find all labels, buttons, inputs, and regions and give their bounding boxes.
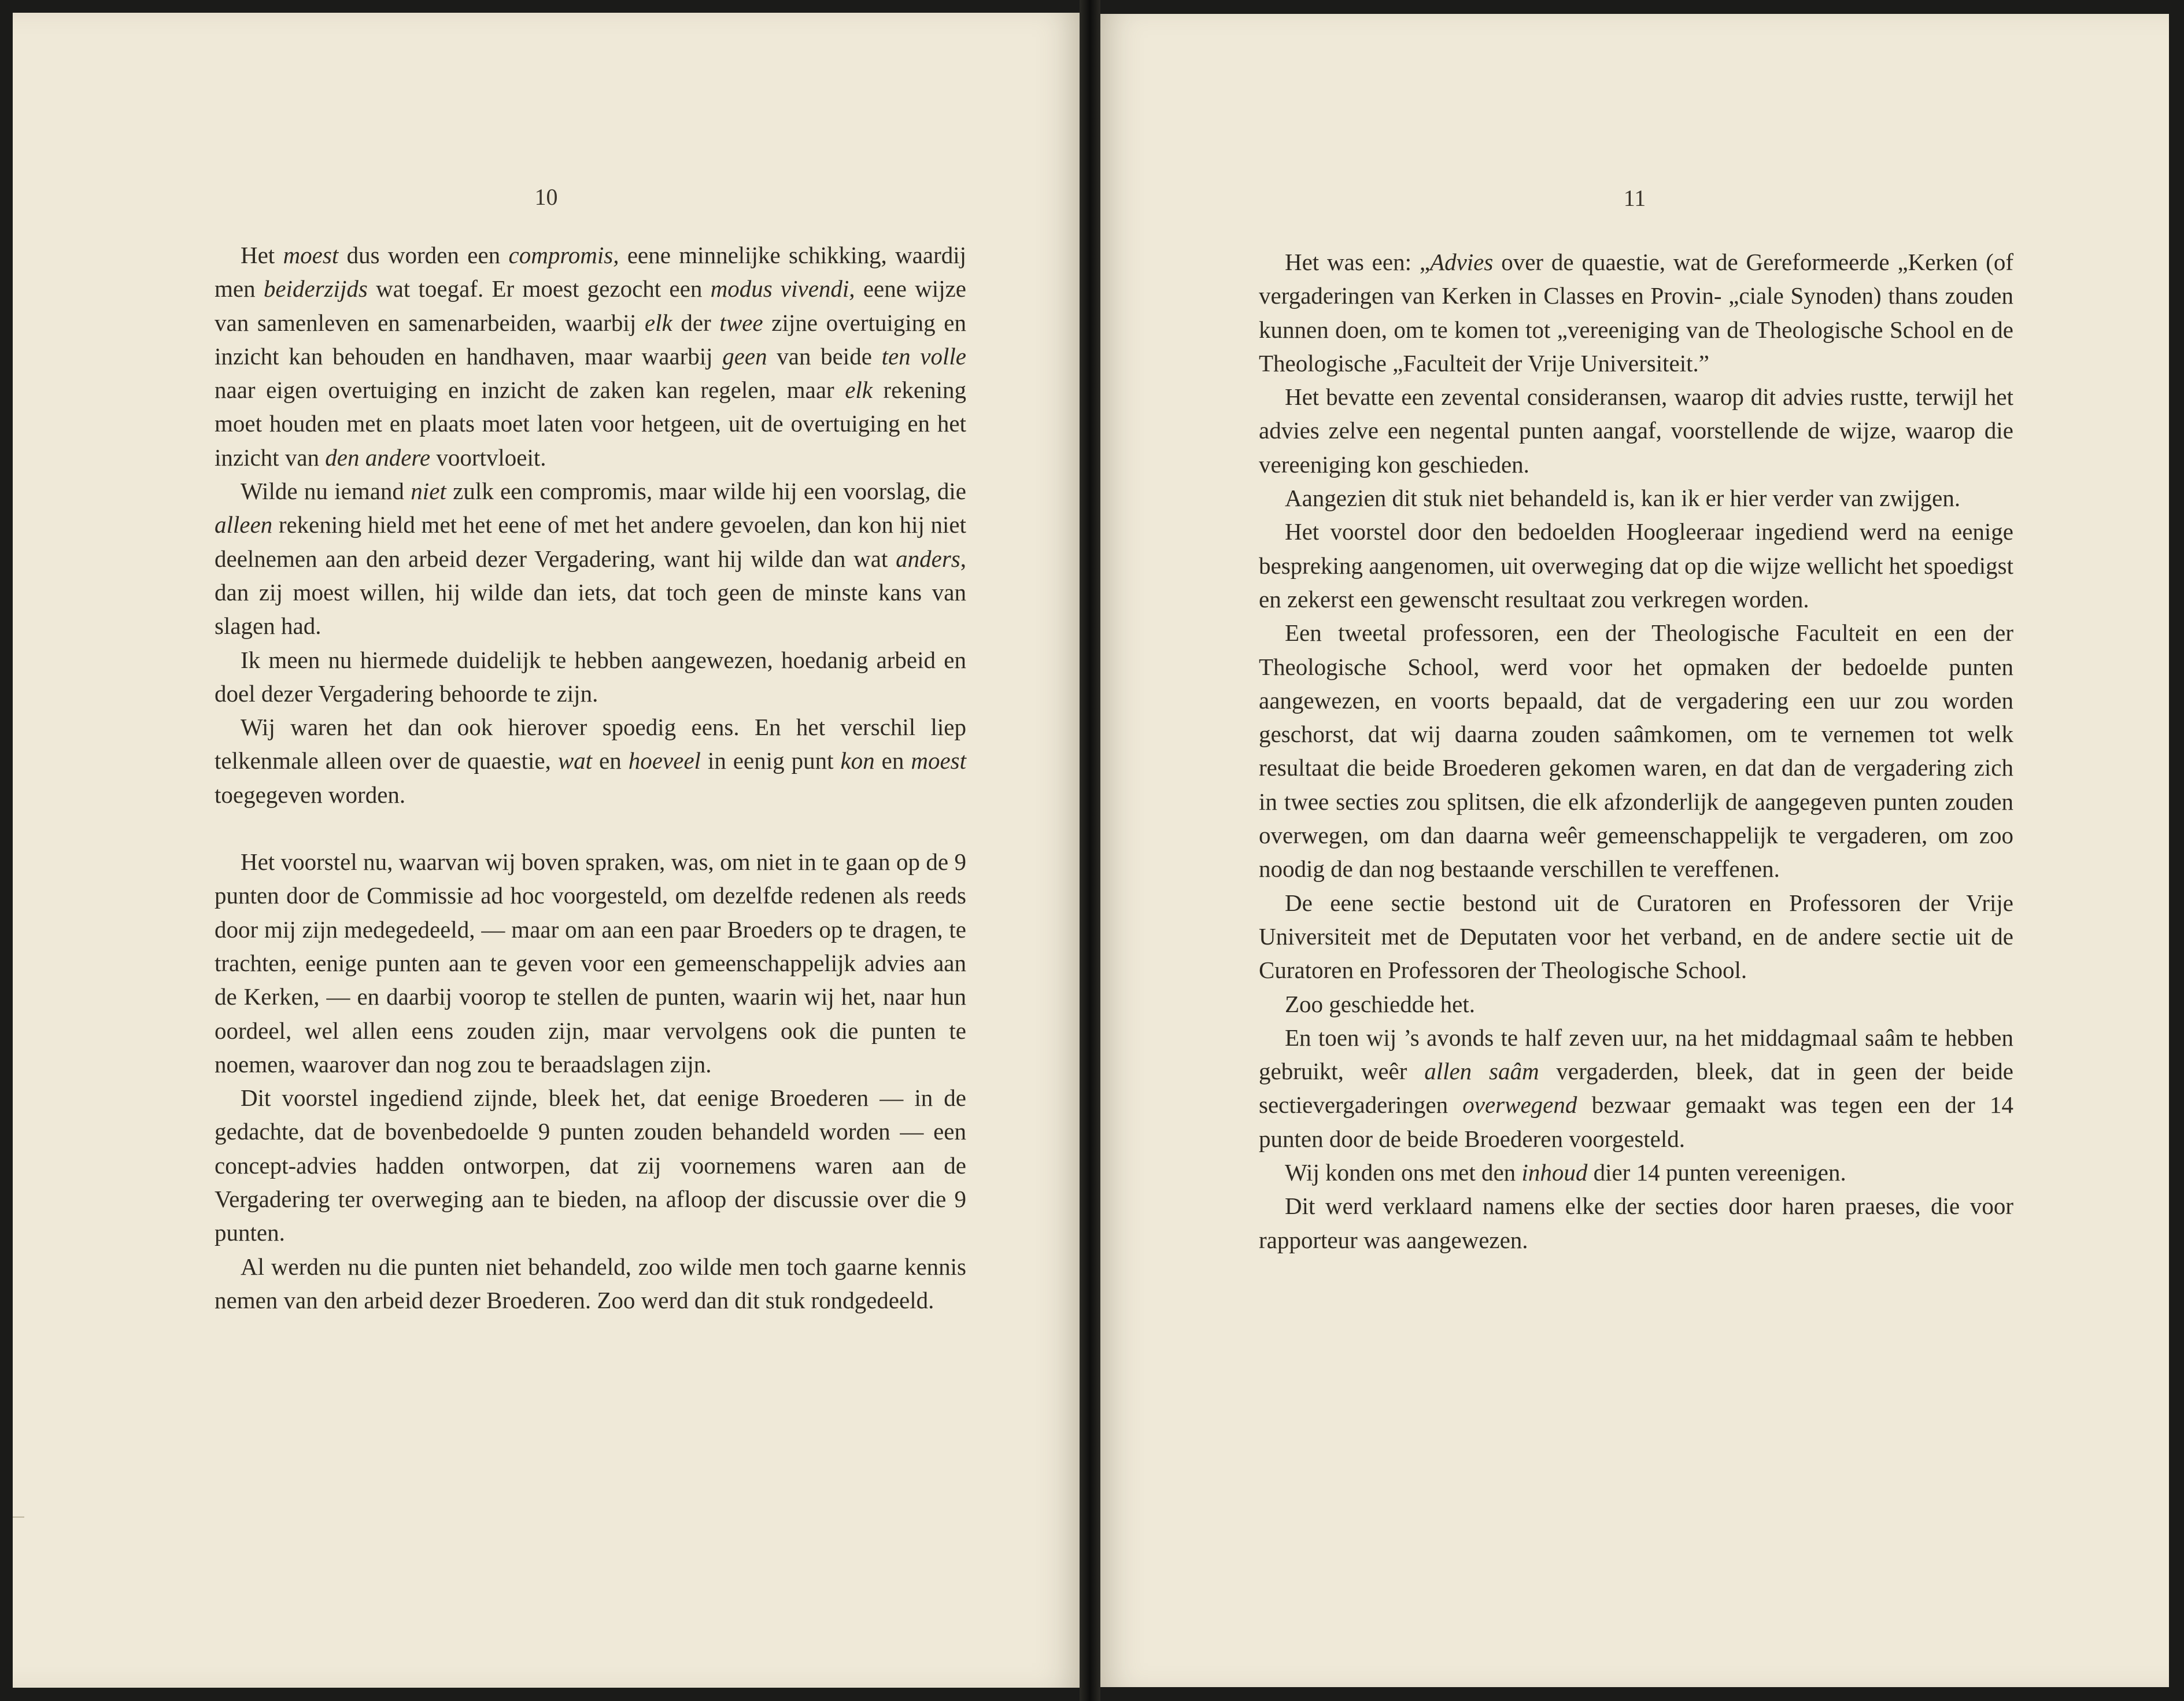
text-run: Het [241,242,283,268]
paragraph [215,845,966,1081]
book-gutter [1080,0,1100,1701]
text-run: Ik meen nu hiermede duidelijk te hebben aangewezen, hoedanig arbeid en doel dezer Vergadering behoorde te zijn. [215,646,966,707]
paragraph [1259,1189,2013,1257]
paragraph [1259,886,2013,987]
text-run: Wij waren het dan ook hierover spoedig eens. En het verschil liep telkenmale alleen over de quaestie, [215,714,966,774]
text-run: Wij konden ons met den [1285,1159,1522,1186]
paragraph [215,238,966,474]
text-run: Het voorstel nu, waarvan wij boven spraken, was, om niet in te gaan op de 9 punten door de Commissie ad hoc voorgesteld, om dezelfde redenen als reeds door mij zijn medegedeeld, — maar om aan een paar Broeders op te dragen, te trachten, eenige punten aan te geven voor een gemeenschappelijk advies aan de Kerken, — en daarbij voorop te stellen de punten, waarin wij het, naar hun oordeel, wel allen eens zouden zijn, maar vervolgens ook die punten te noemen, waarover dan nog zou te beraadslagen zijn. [215,848,966,1078]
text-run: Het voorstel door den bedoelden Hoogleeraar ingediend werd na eenige bespreking aangenomen, uit overweging dat op die wijze wellicht het spoedigst en zekerst een gewenscht resultaat zou verkregen worden. [1259,518,2013,612]
emphasis-text: allen saâm [1424,1058,1539,1085]
text-run: Zoo geschiedde het. [1285,990,1476,1017]
emphasis-text: niet [411,478,446,505]
text-run: Dit werd verklaard namens elke der secties door haren praeses, die voor rapporteur was aangewezen. [1259,1193,2013,1253]
page-text [1259,245,2013,1257]
text-run: toegegeven worden. [215,781,406,808]
emphasis-text: overwegend [1462,1091,1577,1119]
text-run: der [672,309,720,336]
paragraph [1259,1021,2013,1156]
text-run: rekening moet houden met en plaats moet laten voor hetgeen, uit de overtuiging en het inzicht van [215,377,966,471]
page-number: 11 [1623,185,1646,211]
text-run: bezwaar gemaakt was tegen een der 14 punten door de beide Broederen voorgesteld. [1259,1091,2013,1152]
text-run: voortvloeit. [430,444,546,471]
paragraph [1259,515,2013,616]
right-page [1100,14,2169,1687]
emphasis-text: beiderzijds [263,275,368,302]
paragraph [215,1081,966,1249]
emphasis-text: inhoud [1521,1159,1588,1186]
text-run: over de quaestie, wat de Gereformeerde „Kerken (of vergaderingen van Kerken in Classes en Provin- „ciale Synoden) thans zouden kunnen doen, om te komen tot „vereeniging van de Theologische School en de Theologische „Faculteit der Vrije Universiteit.” [1259,249,2013,377]
text-run: Het was een: „ [1285,249,1431,275]
left-page [13,13,1080,1688]
paragraph [215,1250,966,1318]
text-run: vergaderden, bleek, dat in geen der beide sectievergaderingen [1259,1058,2013,1119]
page-number: 10 [534,184,558,210]
fold-mark [13,1516,24,1518]
text-run: zijne overtuiging en inzicht kan behouden en handhaven, maar waarbij [215,309,967,370]
emphasis-text: anders [896,545,960,572]
text-run: Al werden nu die punten niet behandeld, zoo wilde men toch gaarne kennis nemen van den arbeid dezer Broederen. Zoo werd dan dit stuk rondgedeeld. [215,1253,966,1313]
emphasis-text: ten volle [881,342,966,370]
paragraph [1259,1156,2013,1189]
text-run: dus worden een [338,242,509,268]
text-run: Wilde nu iemand [241,478,411,505]
emphasis-text: Advies [1430,249,1494,275]
text-run: Dit voorstel ingediend zijnde, bleek het, dat eenige Broederen — in de gedachte, dat de bovenbedoelde 9 punten zouden behandeld worden — een concept-advies hadden ontworpen, dat zij voornemens waren aan de Vergadering ter overweging aan te bieden, na afloop der discussie over die 9 punten. [215,1084,966,1246]
emphasis-text: modus vivendi, [710,275,855,302]
page-text [215,238,966,1317]
paragraph [1259,380,2013,481]
paragraph [1259,245,2013,380]
emphasis-text: moest [283,242,339,268]
text-run: rekening hield met het eene of met het andere gevoelen, dan kon hij niet deelnemen aan den arbeid dezer Vergadering, want hij wilde dan wat [215,511,966,572]
emphasis-text: kon [840,747,875,774]
text-run: in eenig punt [700,747,841,774]
text-run: en [874,747,911,774]
paragraph [215,643,966,711]
text-run: , dan zij moest willen, hij wilde dan iets, dat toch geen de minste kans van slagen had. [215,545,966,640]
text-run: eene minnelijke schikking, waardij men [215,242,967,302]
emphasis-text: wat [557,747,593,774]
section-break [215,811,966,845]
paragraph [1259,616,2013,885]
text-run: naar eigen overtuiging en inzicht de zaken kan regelen, maar [215,377,845,404]
emphasis-text: compromis, [508,242,619,268]
emphasis-text: moest [911,747,967,774]
text-run: De eene sectie bestond uit de Curatoren en Professoren der Vrije Universiteit met de Deputaten voor het verband, en de andere sectie uit de Curatoren en Professoren der Theologische School. [1259,889,2013,984]
text-run: Een tweetal professoren, een der Theologische Faculteit en een der Theologische School, werd voor het opmaken der bedoelde punten aangewezen, en voorts bepaald, dat de vergadering een uur zou worden geschorst, dat wij daarna zouden saâmkomen, om te vernemen tot welk resultaat die beide Broederen gekomen waren, en dat dan de vergadering zich in twee secties zou splitsen, die elk afzonderlijk de aangegeven punten zouden overwegen, om dan daarna weêr gemeenschappelijk te vergaderen, om zoo noodig de dan nog bestaande verschillen te vereffenen. [1259,619,2013,883]
paragraph [215,710,966,811]
emphasis-text: twee [719,309,763,336]
emphasis-text: elk [644,309,672,336]
text-run: en [592,747,629,774]
text-run: van beide [767,342,882,370]
text-run: En toen wij ’s avonds te half zeven uur, na het middagmaal saâm te hebben gebruikt, weêr [1259,1024,2013,1085]
text-run: dier 14 punten vereenigen. [1587,1159,1846,1186]
paragraph [1259,987,2013,1021]
paragraph [215,474,966,643]
text-run: Aangezien dit stuk niet behandeld is, kan ik er hier verder van zwijgen. [1285,485,1961,512]
emphasis-text: alleen [215,511,273,538]
emphasis-text: geen [722,342,767,370]
paragraph [1259,481,2013,515]
text-run: eene wijze van samenleven en samenarbeiden, waarbij [215,275,966,336]
text-run: wat toegaf. Er moest gezocht een [367,275,711,302]
text-run: Het bevatte een zevental consideransen, waarop dit advies rustte, terwijl het advies zelve een negental punten aangaf, voorstellende de wijze, waarop die vereeniging kon geschieden. [1259,383,2013,478]
emphasis-text: den andere [325,444,431,471]
text-run: zulk een compromis, maar wilde hij een voorslag, die [446,478,966,505]
emphasis-text: hoeveel [628,747,701,774]
emphasis-text: elk [845,377,873,404]
